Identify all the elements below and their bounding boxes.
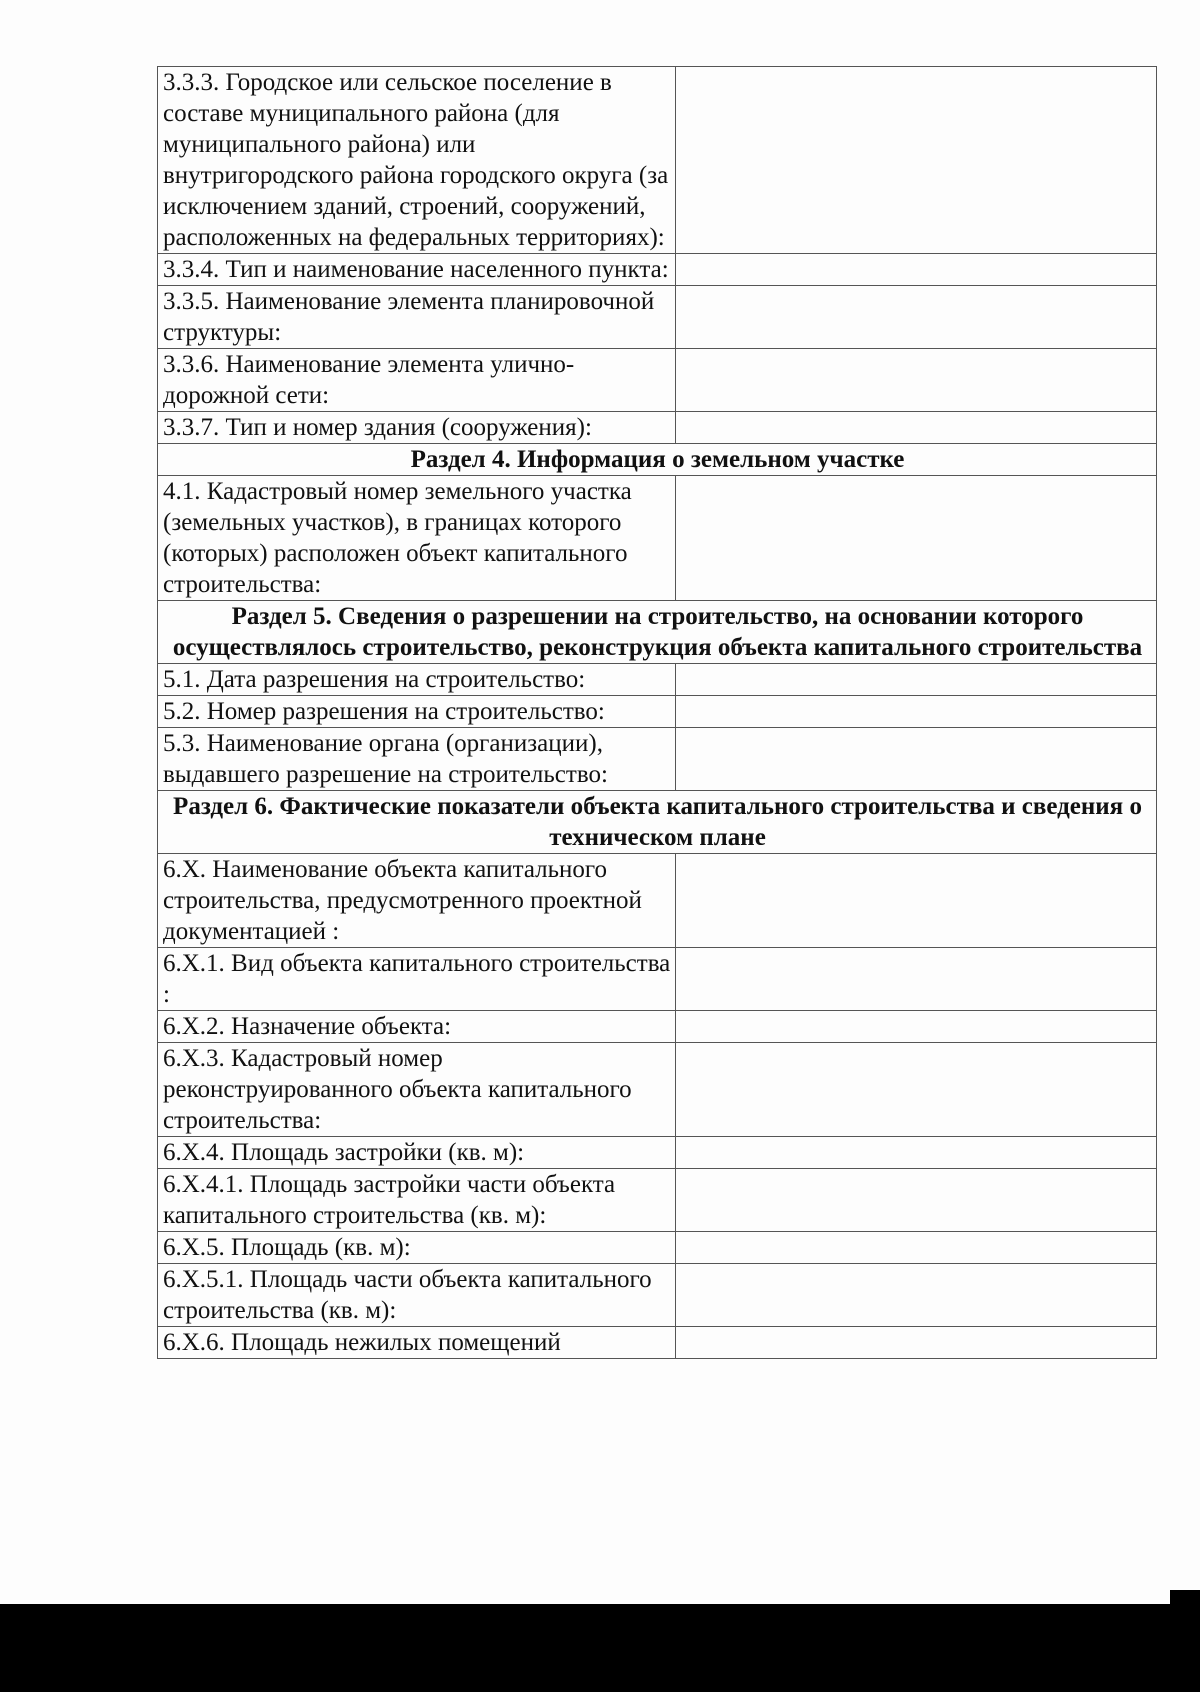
field-label: 4.1. Кадастровый номер земельного участка (земельных участков), в границах которого (которых) расположен объект капитального строительства:	[158, 476, 676, 601]
field-label: 6.X.5.1. Площадь части объекта капитального строительства (кв. м):	[158, 1264, 676, 1327]
field-value[interactable]	[676, 854, 1157, 948]
field-row	[158, 349, 1157, 412]
field-row	[158, 854, 1157, 948]
field-value[interactable]	[676, 1264, 1157, 1327]
field-value[interactable]	[676, 1169, 1157, 1232]
form-table-body	[158, 67, 1157, 1359]
field-label: 6.X.2. Назначение объекта:	[158, 1011, 676, 1043]
field-label: 6.X.5. Площадь (кв. м):	[158, 1232, 676, 1264]
field-label: 6.X.1. Вид объекта капитального строительства :	[158, 948, 676, 1011]
field-value[interactable]	[676, 349, 1157, 412]
field-value[interactable]	[676, 664, 1157, 696]
field-value[interactable]	[676, 1011, 1157, 1043]
field-label: 5.2. Номер разрешения на строительство:	[158, 696, 676, 728]
field-row	[158, 412, 1157, 444]
field-row	[158, 948, 1157, 1011]
field-value[interactable]	[676, 728, 1157, 791]
field-value[interactable]	[676, 67, 1157, 254]
field-label: 6.X. Наименование объекта капитального строительства, предусмотренного проектной документацией :	[158, 854, 676, 948]
field-value[interactable]	[676, 476, 1157, 601]
field-row	[158, 1232, 1157, 1264]
field-label: 6.X.4. Площадь застройки (кв. м):	[158, 1137, 676, 1169]
field-label: 5.3. Наименование органа (организации), выдавшего разрешение на строительство:	[158, 728, 676, 791]
field-row	[158, 286, 1157, 349]
field-label: 3.3.4. Тип и наименование населенного пункта:	[158, 254, 676, 286]
field-value[interactable]	[676, 1327, 1157, 1359]
field-value[interactable]	[676, 948, 1157, 1011]
field-label: 3.3.3. Городское или сельское поселение в составе муниципального района (для муниципального района) или внутригородского района городского округа (за исключением зданий, строений, сооружений, расположенных на федеральных территориях):	[158, 67, 676, 254]
field-value[interactable]	[676, 412, 1157, 444]
scan-corner-shadow	[1170, 1590, 1200, 1610]
section-title: Раздел 6. Фактические показатели объекта капитального строительства и сведения о техническом плане	[158, 791, 1157, 854]
section-header-row	[158, 601, 1157, 664]
field-row	[158, 696, 1157, 728]
field-label: 3.3.6. Наименование элемента улично-дорожной сети:	[158, 349, 676, 412]
field-value[interactable]	[676, 1232, 1157, 1264]
field-label: 3.3.7. Тип и номер здания (сооружения):	[158, 412, 676, 444]
field-row	[158, 1327, 1157, 1359]
scan-edge-shadow	[0, 1604, 1200, 1692]
field-value[interactable]	[676, 286, 1157, 349]
field-row	[158, 1264, 1157, 1327]
field-row	[158, 1011, 1157, 1043]
field-row	[158, 476, 1157, 601]
field-value[interactable]	[676, 254, 1157, 286]
field-row	[158, 664, 1157, 696]
field-label: 5.1. Дата разрешения на строительство:	[158, 664, 676, 696]
field-row	[158, 67, 1157, 254]
field-label: 6.X.3. Кадастровый номер реконструированного объекта капитального строительства:	[158, 1043, 676, 1137]
field-row	[158, 1169, 1157, 1232]
field-row	[158, 728, 1157, 791]
section-title: Раздел 4. Информация о земельном участке	[158, 444, 1157, 476]
form-table	[157, 66, 1157, 1359]
section-title: Раздел 5. Сведения о разрешении на строительство, на основании которого осуществлялось строительство, реконструкция объекта капитального строительства	[158, 601, 1157, 664]
field-value[interactable]	[676, 1137, 1157, 1169]
section-header-row	[158, 444, 1157, 476]
section-header-row	[158, 791, 1157, 854]
field-label: 6.X.4.1. Площадь застройки части объекта капитального строительства (кв. м):	[158, 1169, 676, 1232]
field-value[interactable]	[676, 1043, 1157, 1137]
field-label: 3.3.5. Наименование элемента планировочной структуры:	[158, 286, 676, 349]
field-row	[158, 1137, 1157, 1169]
field-label: 6.X.6. Площадь нежилых помещений	[158, 1327, 676, 1359]
field-value[interactable]	[676, 696, 1157, 728]
field-row	[158, 1043, 1157, 1137]
field-row	[158, 254, 1157, 286]
